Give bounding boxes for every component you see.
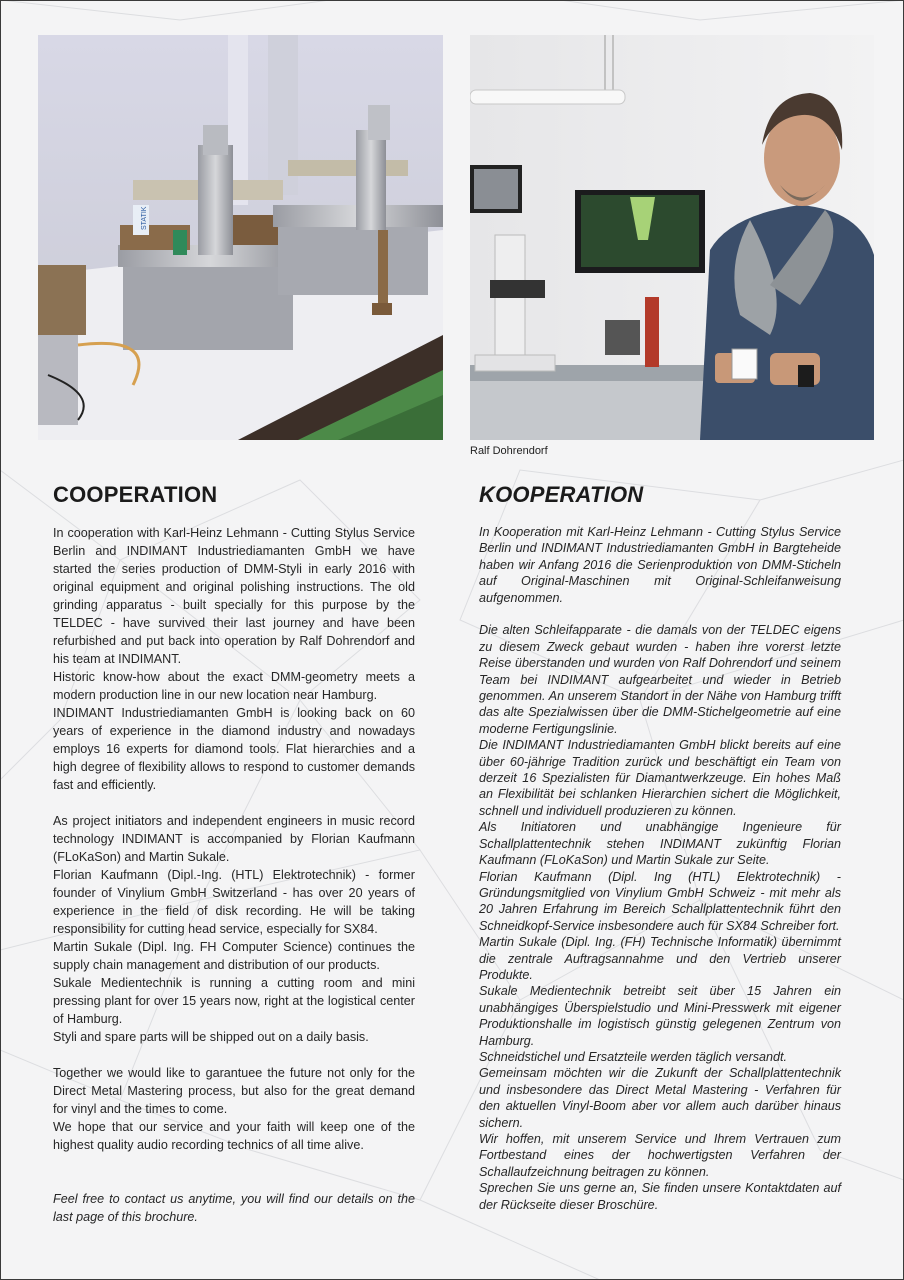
english-closing-note: Feel free to contact us anytime, you will find our details on the last page of this brochure. [53,1192,415,1224]
english-paragraph: We hope that our service and your faith will keep one of the highest quality audio recording technics of all time alive. [53,1120,415,1152]
german-paragraph: Florian Kaufmann (Dipl. Ing (HTL) Elektrotechnik) - Gründungsmitglied von Vinylium GmbH Schweiz - mit mehr als 20 Jahren Erfahrung im Bereich Schallplattentechnik führt den Schneidkopf-Service insbesondere auch für SX84 Schreiber fort. [479,869,841,933]
paragraph-spacer [53,794,415,812]
english-paragraph: Sukale Medientechnik is running a cutting room and mini pressing plant for over 15 years now, right at the logistical center of Hamburg. [53,976,415,1026]
german-paragraph: Gemeinsam möchten wir die Zukunft der Schallplattentechnik und insbesondere das Direct Metal Mastering - Verfahren für den aktuellen Vinyl-Boom aber vor allem auch darüber hinaus sichern. [479,1066,841,1130]
paragraph-spacer [479,606,841,622]
german-paragraph: Als Initiatoren und unabhängige Ingenieure für Schallplattentechnik stehen INDIMANT zukünftig Florian Kaufmann (FLoKaSon) und Martin Sukale zur Seite. [479,820,841,868]
german-paragraph: Wir hoffen, mit unserem Service und Ihrem Vertrauen zum Fortbestand eines der hochwertigsten Verfahren der Schallaufzeichnung beitragen zu können. [479,1132,841,1179]
photo-grinding-machines [38,35,443,440]
german-paragraph: Sukale Medientechnik betreibt seit über 15 Jahren ein unabhängiges Überspielstudio und Mini-Presswerk mit eigener Produktionshalle im logistisch günstig gelegenen Zentrum von Hamburg. [479,984,841,1048]
paragraph-spacer [53,1172,415,1190]
english-paragraph: In cooperation with Karl-Heinz Lehmann - Cutting Stylus Service Berlin and INDIMANT Industriediamanten GmbH we have started the series production of DMM-Styli in early 2016 with original equipment and original polishing instructions. The old grinding apparatus - built specially for this purpose by the TELDEC - have survived their last journey and have been refurbished and put back into operation by Ralf Dohrendorf and his team at INDIMANT. [53,526,415,666]
heading-cooperation: COOPERATION [53,482,218,507]
paragraph-spacer [53,1154,415,1172]
german-paragraph: Die INDIMANT Industriediamanten GmbH blickt bereits auf eine über 60-jährige Tradition zurück und beschäftigt ein Team von derzeit 16 Spezialisten für Diamantwerkzeuge. Ein hohes Maß an Flexibilität bei schlanken Hierarchien sichert die Möglichkeit, schnell und individuell produzieren zu können. [479,738,841,818]
german-paragraph: Martin Sukale (Dipl. Ing. (FH) Technische Informatik) übernimmt die zentrale Auftragsannahme und den Vertrieb unserer Produkte. [479,935,841,982]
german-text-column [479,524,841,1213]
heading-kooperation: KOOPERATION [479,482,644,507]
english-paragraph: Martin Sukale (Dipl. Ing. FH Computer Science) continues the supply chain management and distribution of our products. [53,940,415,972]
english-paragraph: Together we would like to garantuee the future not only for the Direct Metal Mastering process, but also for the great demand for vinyl and the times to come. [53,1066,415,1116]
german-paragraph: Schneidstichel und Ersatzteile werden täglich versandt. [479,1049,788,1064]
german-paragraph: In Kooperation mit Karl-Heinz Lehmann - Cutting Stylus Service Berlin und INDIMANT Industriediamanten GmbH in Bargteheide haben wir Anfang 2016 die Serienproduktion von DMM-Sticheln auf Original-Maschinen mit Original-Schleifanweisung aufgenommen. [479,525,841,605]
english-paragraph: Florian Kaufmann (Dipl.-Ing. (HTL) Elektrotechnik) - former founder of Vinylium GmbH Switzerland - has over 20 years of experience in the field of disk recording. He will be taking responsibility for cutting head service, especially for SX84. [53,868,415,936]
english-paragraph: As project initiators and independent engineers in music record technology INDIMANT is accompanied by Florian Kaufmann (FLoKaSon) and Martin Sukale. [53,814,415,864]
english-paragraph: INDIMANT Industriediamanten GmbH is looking back on 60 years of experience in the diamond industry and nowadays employs 16 experts for diamond tools. Flat hierarchies and a high degree of flexibility allows to respond to customer demands fast and efficiently. [53,706,415,792]
paragraph-spacer [53,1046,415,1064]
photo-caption: Ralf Dohrendorf [470,445,548,457]
english-paragraph: Styli and spare parts will be shipped out on a daily basis. [53,1030,369,1044]
english-text-column [53,524,415,1226]
photo-ralf-dohrendorf [470,35,874,440]
german-paragraph: Sprechen Sie uns gerne an, Sie finden unsere Kontaktdaten auf der Rückseite dieser Broschüre. [479,1181,841,1212]
german-paragraph: Die alten Schleifapparate - die damals von der TELDEC eigens zu diesem Zweck gebaut wurden - haben ihre vorerst letzte Reise überstanden und wurden von Ralf Dohrendorf und seinem Team bei INDIMANT aufgearbeitet und wieder in Betrieb genommen. An unserem Standort in der Nähe von Hamburg trifft das alte Spezialwissen über die DMM-Stichelgeometrie auf eine moderne Fertigungslinie. [479,623,841,736]
statik-sticker-text: STATIK [141,206,148,230]
english-paragraph: Historic know-how about the exact DMM-geometry meets a modern production line in our new location near Hamburg. [53,670,415,702]
